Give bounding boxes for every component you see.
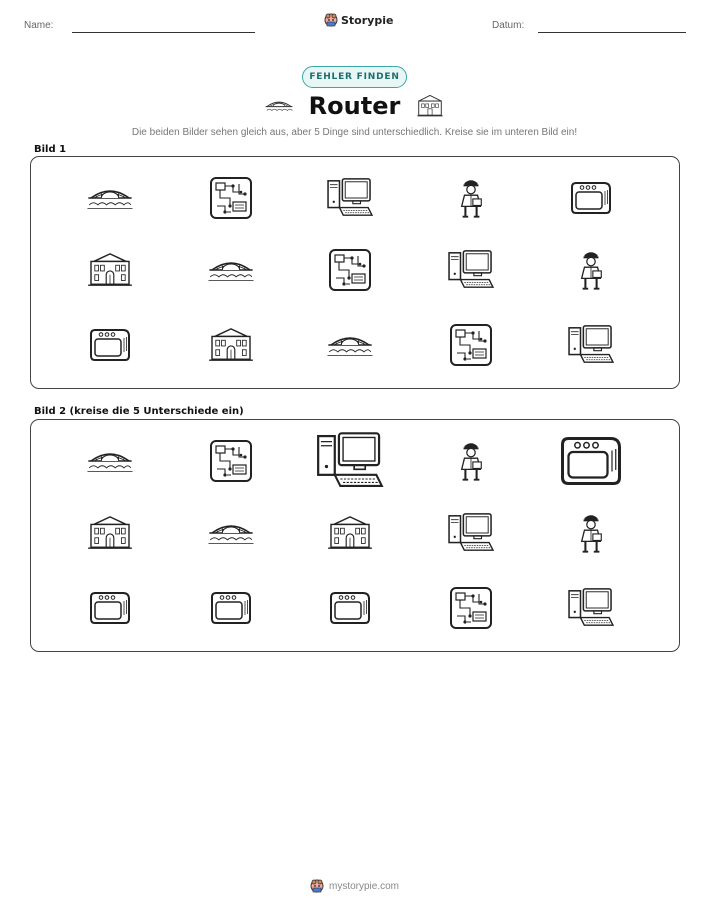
picture2-item-router-icon[interactable]	[191, 576, 271, 640]
brand-logo	[324, 13, 393, 27]
bridge-icon	[205, 517, 257, 549]
picture1-item-bridge-icon[interactable]	[191, 238, 271, 302]
picture2-item-router-icon[interactable]	[70, 576, 150, 640]
computer-icon	[447, 249, 495, 291]
picture-2-label: Bild 2 (kreise die 5 Unterschiede ein)	[34, 406, 244, 417]
router-icon	[87, 326, 133, 364]
picture1-item-bridge-icon[interactable]	[310, 313, 390, 377]
picture2-item-computer-icon[interactable]	[431, 501, 511, 565]
picture1-item-computer-icon[interactable]	[431, 238, 511, 302]
circuit-board-icon	[449, 586, 493, 630]
building-icon	[326, 514, 374, 552]
picture2-item-bridge-icon[interactable]	[191, 501, 271, 565]
picture1-item-building-icon[interactable]	[70, 238, 150, 302]
picture2-item-building-icon[interactable]	[70, 501, 150, 565]
picture1-item-mail-carrier-icon[interactable]	[551, 238, 631, 302]
brand-name: Storypie	[341, 13, 394, 27]
router-icon	[87, 589, 133, 627]
router-icon	[568, 179, 614, 217]
picture1-item-computer-icon[interactable]	[310, 166, 390, 230]
circuit-board-icon	[209, 439, 253, 483]
picture2-item-computer-icon[interactable]	[310, 429, 390, 493]
circuit-board-icon	[209, 176, 253, 220]
storypie-mascot-icon	[324, 13, 338, 27]
storypie-mascot-icon	[310, 879, 324, 893]
building-icon	[414, 94, 446, 118]
picture-1-label: Bild 1	[34, 144, 67, 155]
picture-1-grid	[31, 157, 679, 388]
picture-2-panel	[30, 419, 680, 652]
computer-icon	[326, 177, 374, 219]
bridge-icon	[324, 329, 376, 361]
picture2-item-mail-carrier-icon[interactable]	[551, 501, 631, 565]
picture1-item-router-icon[interactable]	[551, 166, 631, 230]
picture1-item-building-icon[interactable]	[191, 313, 271, 377]
picture2-item-bridge-icon[interactable]	[70, 429, 150, 493]
mail-carrier-icon	[577, 248, 605, 292]
building-icon	[86, 514, 134, 552]
circuit-board-icon	[328, 248, 372, 292]
building-icon	[207, 326, 255, 364]
computer-icon	[567, 324, 615, 366]
picture1-item-mail-carrier-icon[interactable]	[431, 166, 511, 230]
computer-icon	[315, 431, 385, 492]
picture2-item-router-icon[interactable]	[551, 429, 631, 493]
name-line[interactable]	[72, 32, 255, 33]
computer-icon	[447, 512, 495, 554]
instructions: Die beiden Bilder sehen gleich aus, aber 5 Dinge sind unterschiedlich. Kreise sie im unteren Bild ein!	[131, 127, 578, 138]
router-icon	[208, 589, 254, 627]
date-label: Datum:	[492, 20, 525, 31]
picture1-item-computer-icon[interactable]	[551, 313, 631, 377]
picture2-item-building-icon[interactable]	[310, 501, 390, 565]
footer	[0, 879, 709, 893]
picture2-item-circuit-board-icon[interactable]	[431, 576, 511, 640]
bridge-icon	[84, 182, 136, 214]
picture1-item-circuit-board-icon[interactable]	[431, 313, 511, 377]
mail-carrier-icon	[457, 176, 485, 220]
picture2-item-mail-carrier-icon[interactable]	[431, 429, 511, 493]
picture2-item-circuit-board-icon[interactable]	[191, 429, 271, 493]
date-line[interactable]	[538, 32, 686, 33]
worksheet-type-badge: FEHLER FINDEN	[302, 66, 407, 88]
picture-1-panel	[30, 156, 680, 389]
picture-2-grid	[31, 420, 679, 651]
picture1-item-router-icon[interactable]	[70, 313, 150, 377]
circuit-board-icon	[449, 323, 493, 367]
picture1-item-bridge-icon[interactable]	[70, 166, 150, 230]
title-row	[0, 92, 709, 120]
building-icon	[86, 251, 134, 289]
bridge-icon	[84, 445, 136, 477]
picture2-item-router-icon[interactable]	[310, 576, 390, 640]
router-icon	[557, 433, 626, 490]
name-label: Name:	[24, 20, 54, 31]
mail-carrier-icon	[577, 511, 605, 555]
page-title: Router	[308, 92, 401, 120]
router-icon	[327, 589, 373, 627]
footer-url: mystorypie.com	[328, 880, 399, 892]
bridge-icon	[205, 254, 257, 286]
bridge-icon	[263, 94, 295, 118]
picture2-item-computer-icon[interactable]	[551, 576, 631, 640]
picture1-item-circuit-board-icon[interactable]	[310, 238, 390, 302]
picture1-item-circuit-board-icon[interactable]	[191, 166, 271, 230]
mail-carrier-icon	[457, 439, 485, 483]
computer-icon	[567, 587, 615, 629]
